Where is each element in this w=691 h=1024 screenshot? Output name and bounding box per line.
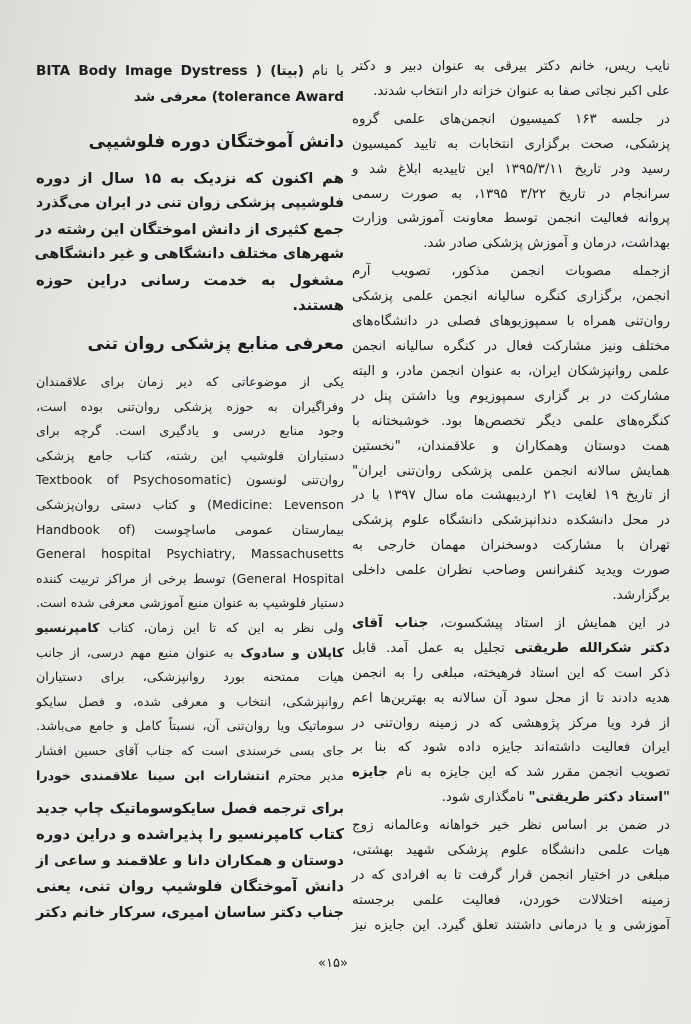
text-segment: به عنوان منبع مهم درسی، از جانب [36, 644, 241, 660]
text-line: زمینه اختلالات خوردن، فعالیت علمی برجسته [352, 892, 670, 908]
text-segment: علی اکبر نجاتی صفا به عنوان خزانه دار انتخاب شدند. [373, 83, 670, 99]
text-line [36, 84, 344, 110]
text-line [36, 616, 344, 641]
text-line: فلوشیپی پزشکی زوان تنی در ایران می‌گذرد [36, 195, 344, 212]
heading-text: دانش آموختگان دوره فلوشیپی [88, 132, 344, 152]
text-segment: در جلسه ۱۶۳ کمیسیون انجمن‌های علمی گروه [352, 111, 670, 127]
bold-text: کاپلان و سادوک [240, 644, 344, 660]
text-line [352, 584, 670, 609]
text-line: روانپزشکی، انتخاب و معرفی شده، و فصل سایکو [36, 693, 344, 709]
text-segment: تجلیل به عمل آمد. قابل [352, 640, 515, 656]
text-line: کنگره‌های علمی دیگر تخصص‌ها بود. خوشبختانه با [352, 413, 670, 429]
text-line: همایش سالانه انجمن علمی پزشکی روان‌تنی ایران" [352, 463, 670, 479]
text-segment: با نام [303, 63, 344, 79]
text-line: روان‌تنی لونسون (Textbook of Psychosomatic [36, 472, 344, 488]
text-line: سوماتیک ویا روان‌تنی آن، نسبتاً کامل و جامع می‌باشد. [36, 718, 344, 734]
text-line: مشغول به خدمت رسانی دراین حوزه [36, 271, 344, 289]
text-line: وفراگیران به حوزه پزشکی روان‌تنی بوده است، [36, 398, 344, 414]
text-line: مبلغی در اختیار انجمن قرار گرفت تا به افرادی که در [352, 868, 670, 883]
text-line: دوستان و همکاران دانا و علاقمند و ساعی از [36, 853, 344, 869]
text-line: مشارکت در بر گزاری سمپوزیوم ویا داشتن پنل در [352, 388, 670, 404]
award-intro-text [36, 58, 344, 110]
text-line: رسید ودر تاریخ ۱۳۹۵/۳/۱۱ این تاییدیه ابلاغ شد و [352, 161, 670, 177]
bold-text: کامپرنسیو [36, 619, 100, 635]
text-line: ایران فعالیت داشته‌اند جایزه داده شود که بنا بر [352, 740, 670, 756]
text-line: ذکر است که این استاد فرهیخته، مبلغی را به انجمن [352, 665, 670, 681]
text-line: دستیار فلوشیپ به عنوان منبع آموزشی معرفی شده است. [36, 595, 344, 611]
text-line: General hospital Psychiatry, Massachusetts [36, 546, 344, 562]
right-column-text [352, 55, 670, 939]
bold-text: "استاد دکتر طریقتی" [528, 790, 670, 806]
text-segment: در این همایش از استاد پیشکسوت، [428, 615, 671, 631]
heading-resources [36, 330, 344, 358]
bold-text: انتشارات ابن سینا علاقمندی خودرا [36, 767, 270, 783]
bold-text: جناب آقای [352, 615, 429, 631]
bold-text: جایزه [352, 765, 388, 781]
text-line: برای ترجمه فصل سایکوسوماتیک چاپ جدید [36, 801, 344, 817]
text-line [352, 80, 670, 105]
text-line: شهرهای مختلف دانشگاهی و غیر دانشگاهی [34, 246, 344, 263]
text-line: پزشکی، صحت برگزاری انتخابات به تایید کمیسیون [352, 136, 670, 152]
page-number: «۱۵» [318, 956, 348, 971]
text-line: کتاب کامپرنسیو را پذیراشده و دراین دوره [36, 826, 344, 843]
text-line [36, 764, 344, 789]
bold-text: tolerance Award) معرفی شد [133, 89, 344, 105]
text-line [352, 108, 670, 133]
text-line: علمی روانپزشکان ایران، به عنوان انجمن مادر، و البته [352, 363, 670, 379]
text-line: هم اکنون که نزدیک به ۱۵ سال از دوره [36, 170, 344, 187]
text-segment: نامگذاری شود. [441, 790, 529, 806]
text-line [36, 641, 344, 666]
text-segment: هستند. [292, 297, 344, 315]
text-line: هدیه دادند تا از محل سود آن سالانه به بهترین‌ها اعم [352, 690, 670, 706]
text-segment: تصویب انجمن مقرر شد که این جایزه به نام [387, 765, 670, 781]
text-line [36, 293, 344, 318]
text-line [352, 232, 670, 257]
text-line [352, 761, 670, 786]
text-line: نایب ریس، خانم دکتر بیرقی به عنوان دبیر و دکتر [352, 59, 670, 74]
text-segment: برگزارشد. [612, 588, 670, 604]
text-line: روان‌تنی همراه با سمپوزیوهای فصلی در دانشگاه‌های [352, 314, 670, 330]
heading-fellowship-graduates [36, 128, 344, 156]
text-line: Medicine: Levenson) و کتاب دستی روان‌پزشکی [36, 496, 344, 512]
resources-paragraph [36, 370, 344, 788]
text-line: بیمارستان عمومی ماساچوست (Handbook of [36, 521, 344, 537]
text-segment: در ضمن بر اساس نظر خیر خواهانه وعالمانه زوج [352, 818, 670, 834]
text-segment: مدیر محترم [269, 767, 344, 783]
text-line: جناب دکتر ساسان امیری، سرکار خانم دکتر [36, 904, 344, 921]
text-line: هیات ممتحنه بورد روانپزشکی، برای دستیاران [36, 669, 344, 685]
text-line: از فرد ویا مرکز پژوهشی که در زمینه روان‌تنی در [352, 715, 670, 731]
text-line: سرانجام در تاریخ ۳/۲۲ ۱۳۹۵، به صورت رسمی [352, 186, 670, 202]
text-line: آموزشی و یا درمانی داشتند تعلق گیرد. این جایزه نیز [352, 917, 670, 933]
text-line: هیات علمی دانشگاه علوم پزشکی شهید بهشتی، [352, 843, 670, 859]
text-line [352, 260, 670, 285]
text-line: دستیاران فلوشیپ این رشته، کتاب جامع پزشکی [36, 447, 344, 463]
text-line: General Hospital) توسط برخی از مراکز تربیت کننده [36, 570, 344, 586]
text-line: صورت ویدید کنفرانس وصاحب نظران علمی داخلی [352, 563, 670, 579]
text-line: در محل دانشکده دندانپزشکی دانشگاه علوم پزشکی [352, 513, 670, 529]
text-line: وجود منابع درسی و یادگیری است. گرچه برای [36, 423, 344, 439]
text-line: جای بسی خرسندی است که جناب آقای حسین افشار [36, 742, 344, 758]
text-line: دانش آموختگان فلوشیپ روان تنی، یعنی [36, 878, 344, 895]
text-line [352, 786, 670, 811]
text-line: مختلف ونیز مشارکت فعال در کنگره سالیانه انجمن [352, 338, 670, 354]
text-line: جمع کثیری از دانش اموختگان این رشته در [35, 220, 344, 238]
text-line: انجمن، برگزاری کنگره سالیانه انجمن علمی پزشکی [352, 289, 670, 305]
bold-text: (بیتا) ( BITA Body Image Dystress [36, 63, 304, 79]
text-segment: بهداشت، درمان و آموزش پزشکی صادر شد. [423, 236, 670, 252]
text-line: همت دوستان وهمکاران و علاقمندان، "نخستین [352, 438, 670, 454]
bold-text: دکتر شکرالله طریقتی [514, 640, 670, 656]
text-line: تهران با مشارکت دوسخنران مهمان خارجی به [352, 538, 670, 554]
text-segment: ولی نظر به این که تا این زمان، کتاب [99, 619, 344, 635]
text-line: پروانه فعالیت انجمن توسط معاونت آموزشی وزارت [352, 211, 670, 227]
text-line [352, 637, 670, 662]
heading-text: معرفی منابع پزشکی روان تنی [87, 334, 344, 354]
text-line: از تاریخ ۱۹ لغایت ۲۱ اردیبهشت ماه سال ۱۳۹۷ با در [352, 488, 670, 504]
text-line: یکی از موضوعاتی که دیر زمان برای علاقمندان [36, 374, 344, 389]
text-line [352, 612, 670, 637]
text-line [36, 58, 344, 84]
fellowship-paragraph [36, 166, 344, 318]
text-line [352, 814, 670, 839]
text-segment: ازجمله مصوبات انجمن مذکور، تصویب آرم [352, 264, 670, 280]
translation-paragraph [36, 796, 344, 926]
